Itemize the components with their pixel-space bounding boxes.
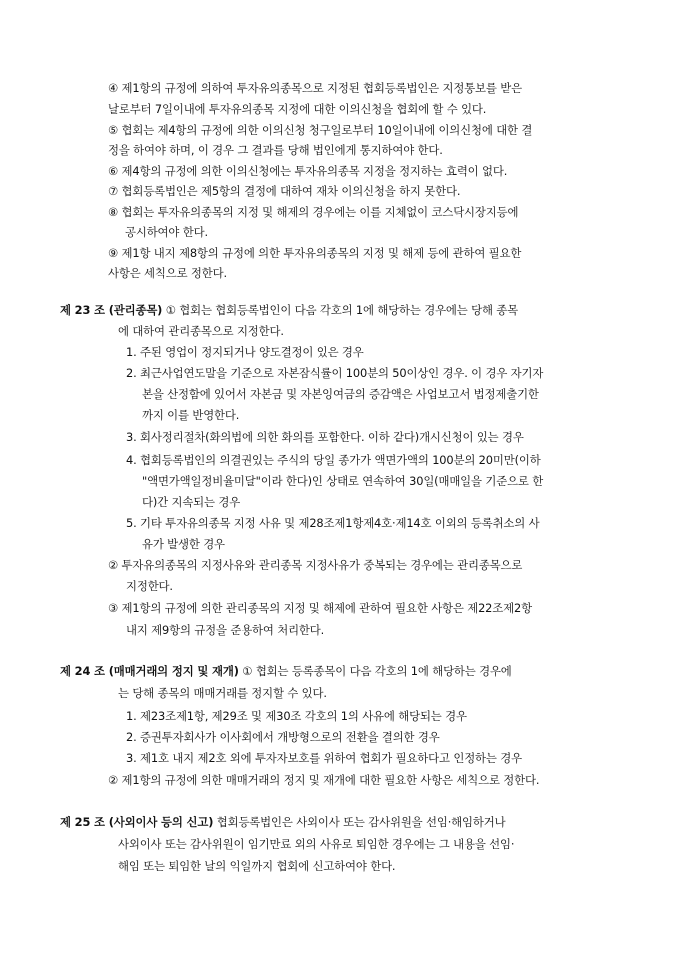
article-24-heading: 제 24 조 (매매거래의 정지 및 재개): [60, 664, 239, 678]
para-8-line-1: ⑧ 협회는 투자유의종목의 지정 및 해제의 경우에는 이를 지체없이 코스닥시장지등에: [108, 205, 519, 219]
article-24-line-2: 는 당해 종목의 매매거래를 정지할 수 있다.: [118, 686, 327, 700]
article-24-line-1: [60, 662, 512, 680]
article-24-item-1: 1. 제23조제1항, 제29조 및 제30조 각호의 1의 사유에 해당되는 경우: [126, 709, 467, 723]
article-23-item-4-line-2: "액면가액일정비율미달"이라 한다)인 상태로 연속하여 30일(매매일을 기준으로 한: [142, 474, 544, 488]
article-23-item-4-line-1: 4. 협회등록법인의 의결권있는 주식의 당일 종가가 액면가액의 100분의 20미만(이하: [126, 453, 541, 467]
para-7: ⑦ 협회등록법인은 제5항의 결정에 대하여 재차 이의신청을 하지 못한다.: [108, 184, 461, 198]
para-4-line-2: 날로부터 7일이내에 투자유의종목 지정에 대한 이의신청을 협회에 할 수 있다.: [108, 102, 487, 116]
article-23-item-2-line-3: 까지 이를 반영한다.: [142, 408, 240, 422]
para-8-line-2: 공시하여야 한다.: [125, 225, 208, 239]
article-23-text: ① 협회는 협회등록법인이 다음 각호의 1에 해당하는 경우에는 당해 종목: [162, 303, 518, 317]
article-23-item-5-line-1: 5. 기타 투자유의종목 지정 사유 및 제28조제1항제4호·제14호 이외의 등록취소의 사: [126, 516, 540, 530]
article-23-item-4-line-3: 다)간 지속되는 경우: [142, 495, 241, 509]
article-23-item-2-line-2: 본을 산정함에 있어서 자본금 및 자본잉여금의 증감액은 사업보고서 법정제출기한: [142, 387, 539, 401]
article-23-para-2-line-2: 지정한다.: [126, 579, 173, 593]
article-23-para-2-line-1: ② 투자유의종목의 지정사유와 관리종목 지정사유가 중복되는 경우에는 관리종목으로: [108, 558, 523, 572]
article-23-item-3: 3. 회사정리절차(화의법에 의한 화의를 포함한다. 이하 같다)개시신청이 있는 경우: [126, 430, 524, 444]
article-24-item-3: 3. 제1호 내지 제2호 외에 투자자보호를 위하여 협회가 필요하다고 인정하는 경우: [126, 751, 522, 765]
article-23-para-3-line-1: ③ 제1항의 규정에 의한 관리종목의 지정 및 해제에 관하여 필요한 사항은 제22조제2항: [108, 601, 532, 615]
article-24-item-2: 2. 증권투자회사가 이사회에서 개방형으로의 전환을 결의한 경우: [126, 730, 440, 744]
para-6: ⑥ 제4항의 규정에 의한 이의신청에는 투자유의종목 지정을 정지하는 효력이 없다.: [108, 164, 508, 178]
para-5-line-1: ⑤ 협회는 제4항의 규정에 의한 이의신청 청구일로부터 10일이내에 이의신청에 대한 결: [108, 123, 533, 137]
article-23-item-5-line-2: 유가 발생한 경우: [142, 537, 225, 551]
article-23-heading: 제 23 조 (관리종목): [60, 303, 163, 317]
article-25-line-1: [60, 813, 505, 831]
article-25-line-2: 사외이사 또는 감사위원이 임기만료 외의 사유로 퇴임한 경우에는 그 내용을 선임·: [118, 837, 515, 851]
article-25-heading: 제 25 조 (사외이사 등의 신고): [60, 815, 214, 829]
article-23-item-2-line-1: 2. 최근사업연도말을 기준으로 자본잠식률이 100분의 50이상인 경우. 이 경우 자기자: [126, 366, 544, 380]
article-23-para-3-line-2: 내지 제9항의 규정을 준용하여 처리한다.: [126, 623, 325, 637]
article-23-line-2: 에 대하여 관리종목으로 지정한다.: [118, 324, 284, 338]
para-9-line-1: ⑨ 제1항 내지 제8항의 규정에 의한 투자유의종목의 지정 및 해제 등에 관하여 필요한: [108, 246, 522, 260]
article-25-text: 협회등록법인은 사외이사 또는 감사위원을 선임·해임하거나: [213, 815, 506, 829]
para-4-line-1: ④ 제1항의 규정에 의하여 투자유의종목으로 지정된 협회등록법인은 지정통보를 받은: [108, 81, 522, 95]
article-24-text: ① 협회는 등록종목이 다음 각호의 1에 해당하는 경우에: [238, 664, 512, 678]
article-23-line-1: [60, 301, 518, 319]
para-9-line-2: 사항은 세칙으로 정한다.: [108, 266, 227, 280]
article-23-item-1: 1. 주된 영업이 정지되거나 양도결정이 있은 경우: [126, 345, 364, 359]
para-5-line-2: 정을 하여야 하며, 이 경우 그 결과를 당해 법인에게 통지하여야 한다.: [108, 143, 443, 157]
article-24-para-2: ② 제1항의 규정에 의한 매매거래의 정지 및 재개에 대한 필요한 사항은 세칙으로 정한다.: [108, 773, 540, 787]
article-25-line-3: 해임 또는 퇴임한 날의 익일까지 협회에 신고하여야 한다.: [118, 859, 396, 873]
